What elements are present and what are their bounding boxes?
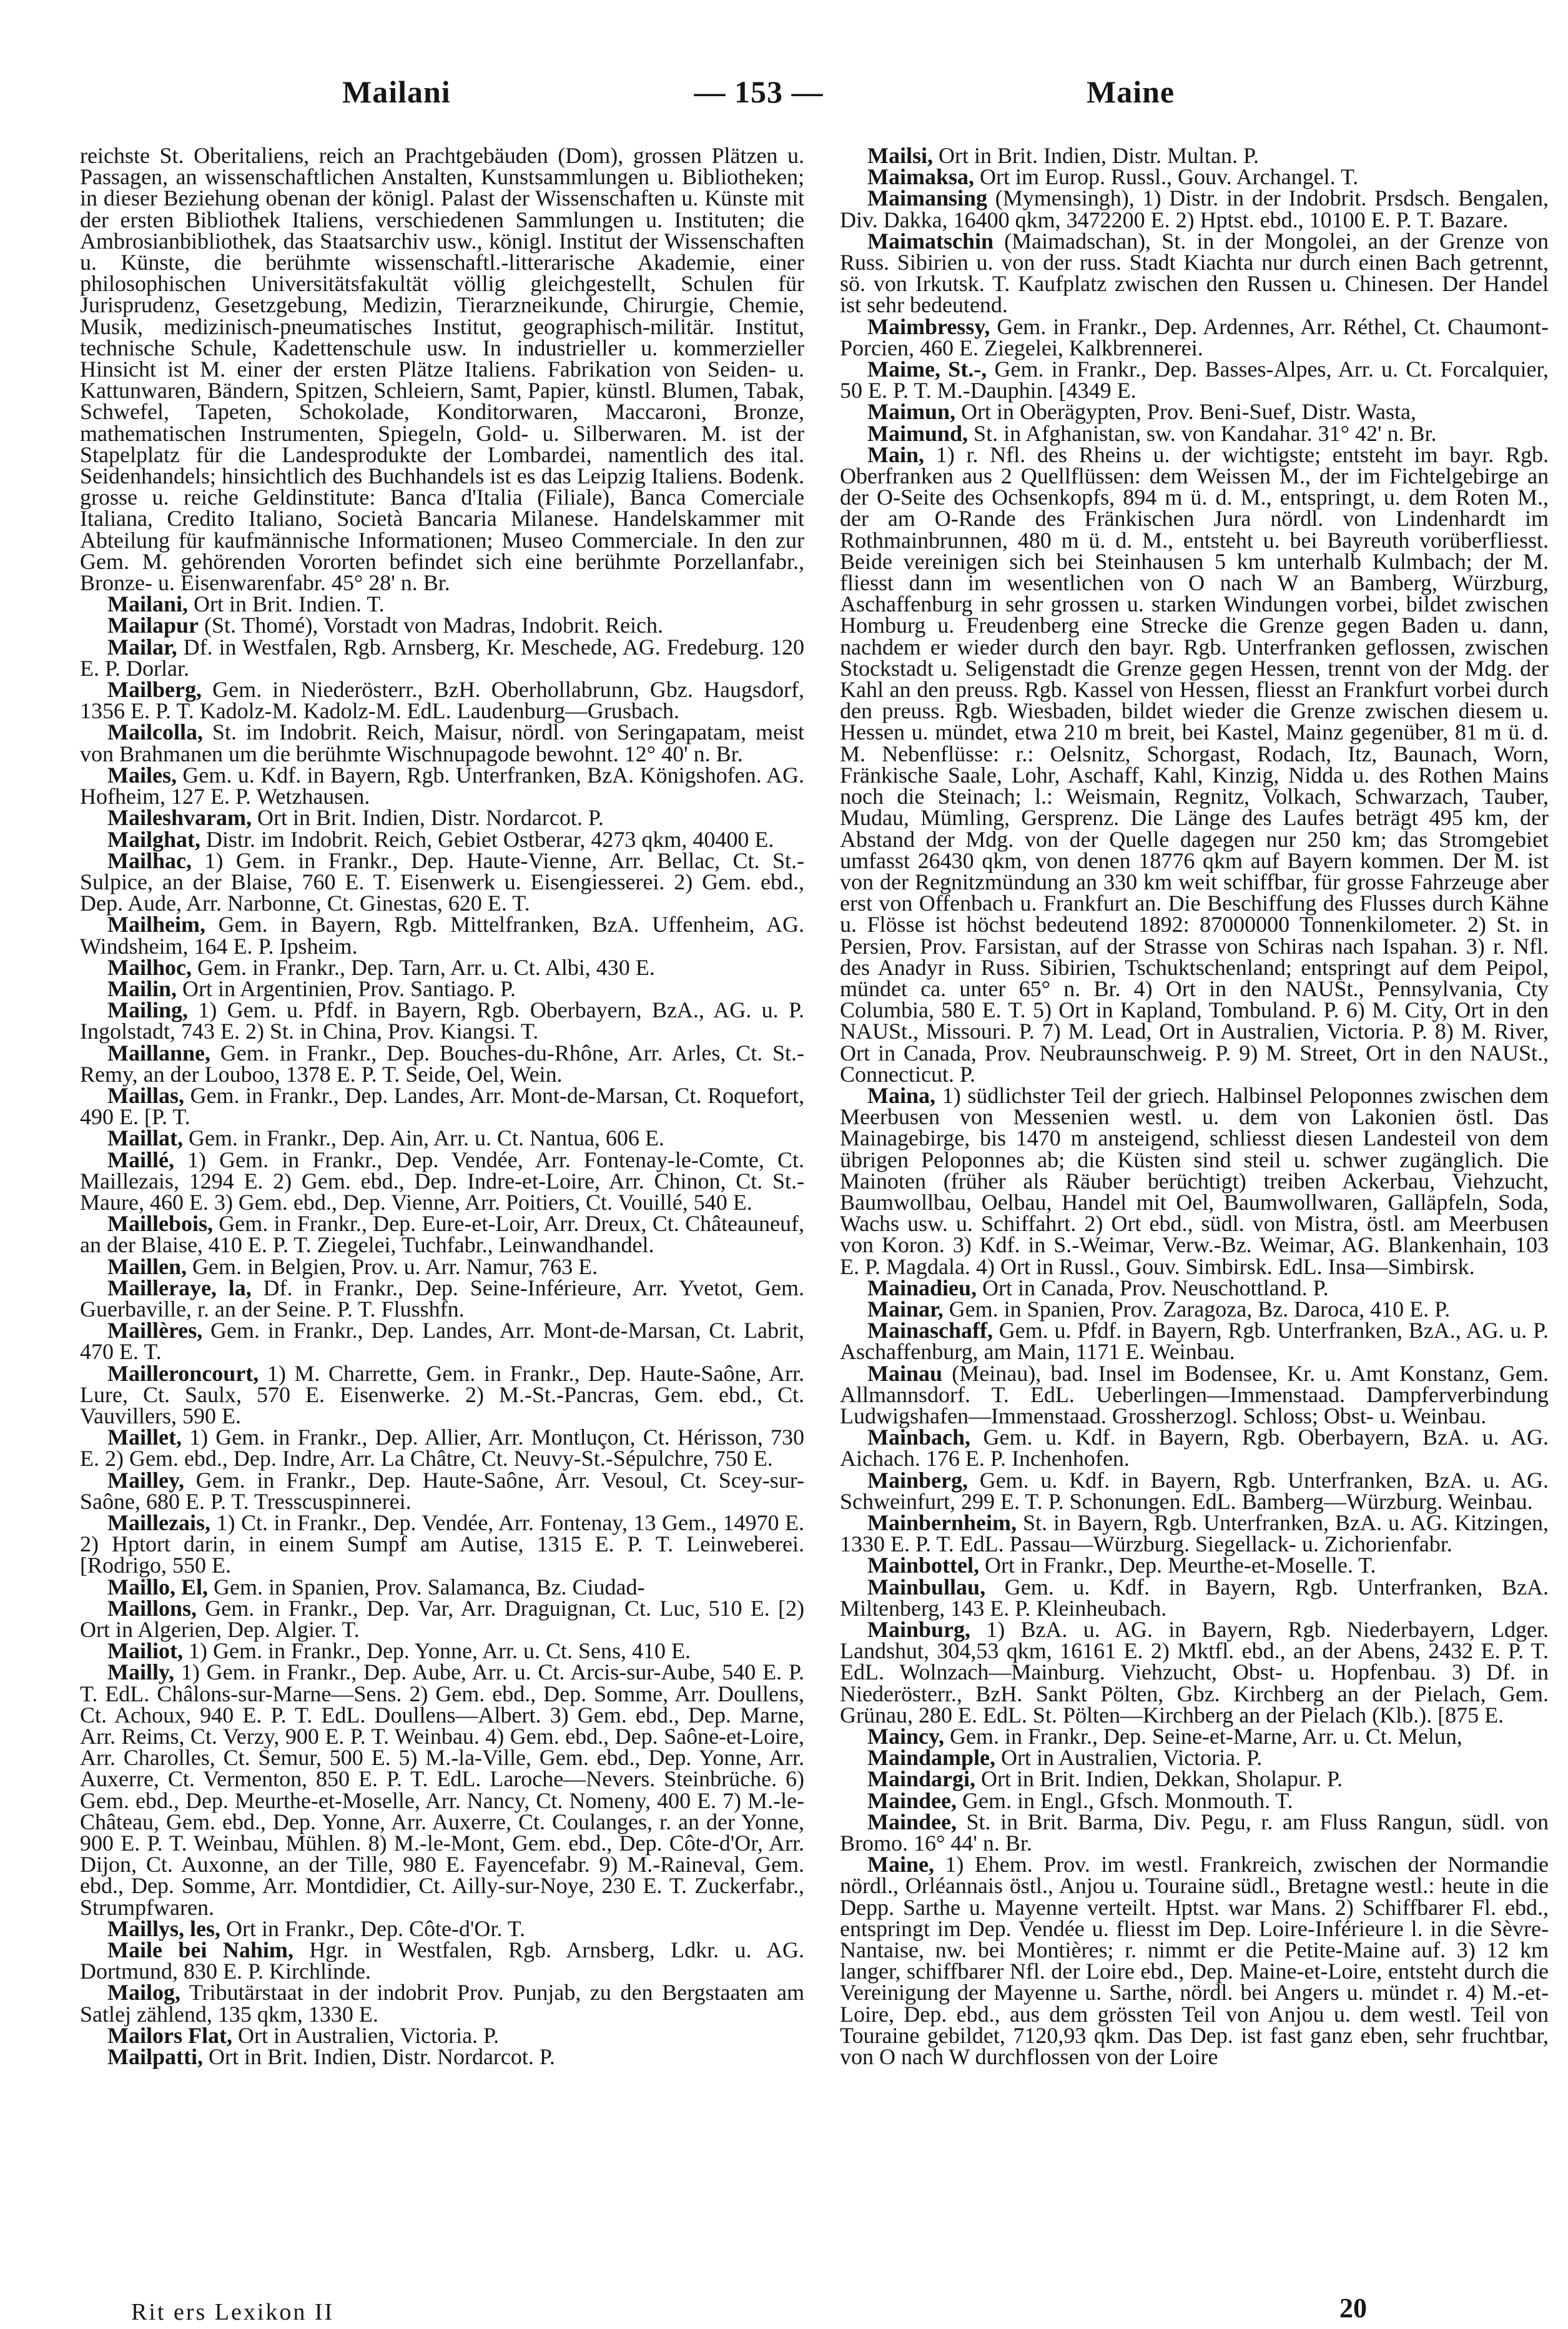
entry-headword: Mailleroncourt, <box>107 1360 259 1386</box>
dictionary-entry <box>80 2022 804 2048</box>
entry-text: Ort in Brit. Indien. T. <box>188 591 385 617</box>
entry-text: St. in Afghanistan, sw. von Kandahar. 31° 42' n. Br. <box>968 420 1437 446</box>
dictionary-entry <box>840 145 1549 166</box>
dictionary-entry <box>80 636 804 679</box>
entry-headword: Mailly, <box>107 1659 174 1685</box>
dictionary-entry <box>840 1811 1549 1854</box>
dictionary-entry <box>80 1638 804 1664</box>
dictionary-entry <box>80 1360 804 1428</box>
page-number: — 153 — <box>694 74 824 109</box>
entry-text: Tributärstaat in der indobrit Prov. Punjab, zu den Bergstaaten am Satlej zählend, 135 qkm, 1330 E. <box>80 1980 804 2027</box>
entry-text: Ort in Frankr., Dep. Meurthe-et-Moselle. T. <box>979 1553 1376 1578</box>
dictionary-entry <box>80 593 804 615</box>
entry-text: 1) Gem. in Frankr., Dep. Vendée, Arr. Fontenay-le-Comte, Ct. Maillezais, 1294 E. 2) Gem. ebd., Dep. Indre-et-Loire, Arr. Chinon, Ct. St.-Maure, 460 E. 3) Gem. ebd., Dep. Vienne, Arr. Poitiers, Ct. Vouillé, 540 E. <box>80 1147 804 1215</box>
dictionary-entry <box>840 1852 1549 2070</box>
entry-text: Gem. u. Pfdf. in Bayern, Rgb. Unterfranken, BzA., AG. u. P. Aschaffenburg, am Main, 1171 E. Weinbau. <box>840 1318 1549 1365</box>
entry-text: Gem. u. Kdf. in Bayern, Rgb. Oberbayern, BzA. u. AG. Aichach. 176 E. P. Inchenhofen. <box>840 1425 1549 1471</box>
entry-text: Ort in Argentinien, Prov. Santiago. P. <box>177 976 516 1001</box>
dictionary-entry <box>840 420 1549 446</box>
entry-text: Ort in Australien, Victoria. P. <box>995 1745 1263 1771</box>
dictionary-entry <box>80 721 804 764</box>
entry-text: Gem. in Frankr., Dep. Ain, Arr. u. Ct. Nantua, 606 E. <box>182 1125 664 1151</box>
entry-text: 1) r. Nfl. des Rheins u. der wichtigste; entsteht im bayr. Rgb. Oberfranken aus 2 Quellflüssen: dem Weissen M., der im Fichtelgebirge an der O-Seite des Ochsenkopfs, 894 m ü. d. M., entspringt, u. dem Roten M., der am O-Rande des Fränkischen Jura nördl. von Lindenhardt im Rothmainbrunnen, 480 m ü. d. M., entsteht u. bei Bayreuth vorüberfliesst. Beide vereinigen sich bei Steinhausen 5 km unterhalb Kulmbach; der M. fliesst dann im wesentlichen von O nach W an Bamberg, Würzburg, Aschaffenburg in sehr grossen u. starken Windungen vorbei, bildet zwischen Homburg u. Freudenberg eine Strecke die Grenze gegen Baden u. dann, nachdem er wieder durch den bayr. Rgb. Unterfranken geflossen, zwischen Stockstadt u. Seligenstadt die Grenze gegen Hessen, trennt von der Mdg. der Kahl an den preuss. Rgb. Kassel von Hessen, fliesst an Frankfurt vorbei durch den preuss. Rgb. Wiesbaden, bildet wieder die Grenze zwischen diesem u. Hessen u. mündet, etwa 210 m breit, bei Kastel, Mainz gegenüber, 81 m ü. d. M. Nebenflüsse: r.: Oelsnitz, Schorgast, Rodach, Itz, Baunach, Worn, Fränkische Saale, Lohr, Aschaff, Kahl, Kinzig, Nidda u. des Rothen Mains noch die Steinach; l.: Weismain, Regnitz, Volkach, Schwarzach, Tauber, Mudau, Mümling, Gersprenz. Die Länge des Laufes beträgt 495 km, der Abstand der Mdg. von der Quelle dagegen nur 250 km; das Stromgebiet umfasst 26430 qkm, von denen 18776 qkm auf Bayern kommen. Der M. ist von der Regnitzmündung an 330 km weit schiffbar, für grosse Fahrzeuge aber erst von Offenbach u. Frankfurt an. Die Beschiffung des Flusses durch Kähne u. Flösse ist höchst bedeutend 1892: 87000000 Tonnenkilometer. 2) St. in Persien, Prov. Farsistan, auf der Strasse von Schiras nach Ispahan. 3) r. Nfl. des Anadyr in Russ. Sibirien, Tschuktschenland; entspringt auf dem Peipol, mündet ca. unter 65° n. Br. 4) Ort in den NAUSt., Pennsylvania, Cty Columbia, 580 E. T. 5) Ort in Kapland, Tombuland. P. 6) M. City, Ort in den NAUSt., Missouri. P. 7) M. Lead, Ort in Australien, Victoria. P. 8) M. River, Ort in Canada, Prov. Neubraunschweig. P. 9) M. Street, Ort in den NAUSt., Connecticut. P. <box>840 442 1549 1087</box>
entry-headword: Mainberg, <box>867 1467 968 1493</box>
dictionary-entry <box>840 1790 1549 1811</box>
entry-headword: Mainbullau, <box>867 1574 986 1600</box>
entry-headword: Mainar, <box>867 1296 944 1322</box>
entry-headword: Maillas, <box>107 1082 184 1108</box>
entry-text: Gem. in Engl., Gfsch. Monmouth. T. <box>956 1788 1293 1813</box>
entry-text: Distr. im Indobrit. Reich, Gebiet Ostberar, 4273 qkm, 40400 E. <box>200 826 774 852</box>
entry-text: Ort in Oberägypten, Prov. Beni-Suef, Distr. Wasta, <box>955 399 1416 425</box>
entry-text: Gem. in Frankr., Dep. Eure-et-Loir, Arr. Dreux, Ct. Châteauneuf, an der Blaise, 410 E. P. T. Ziegelei, Tuchfabr., Leinwandhandel. <box>80 1211 804 1258</box>
entry-headword: Maillet, <box>107 1425 182 1450</box>
entry-text: 1) Gem. in Frankr., Dep. Haute-Vienne, Arr. Bellac, Ct. St.-Sulpice, an der Blaise, 760 E. T. Eisenwerk u. Eisengiesserei. 2) Gem. ebd., Dep. Aude, Arr. Narbonne, Ct. Ginestas, 620 E. T. <box>80 848 804 916</box>
running-head-left: Mailani <box>342 74 451 109</box>
dictionary-entry <box>80 1149 804 1214</box>
entry-text: 1) südlichster Teil der griech. Halbinsel Peloponnes zwischen dem Meerbusen von Messenien westl. u. dem von Lakonien östl. Das Mainagebirge, bis 1470 m ansteigend, schliesst diesen Landesteil von dem übrigen Peloponnes ab; die Küsten sind steil u. schwer zugänglich. Die Mainoten (früher als Räuber berüchtigt) treiben Ackerbau, Viehzucht, Baumwollbau, Oelbau, Handel mit Oel, Baumwollwaren, Galläpfeln, Soda, Wachs usw. u. Schiffahrt. 2) Ort ebd., südl. von Mistra, östl. am Meerbusen von Koron. 3) Kdf. in S.-Weimar, Verw.-Bz. Weimar, AG. Blankenhain, 103 E. P. Magdala. 4) Ort in Russl., Gouv. Simbirsk. EdL. Insa—Simbirsk. <box>840 1082 1549 1279</box>
entry-headword: Maimaksa, <box>867 164 974 190</box>
dictionary-entry <box>80 1918 804 1939</box>
dictionary-entry <box>80 805 804 831</box>
dictionary-entry <box>80 1211 804 1258</box>
entry-headword: Maillezais, <box>107 1510 210 1535</box>
entry-text: Df. in Frankr., Dep. Seine-Inférieure, Arr. Yvetot, Gem. Guerbaville, r. an der Seine. P. T. Flusshfn. <box>80 1275 804 1322</box>
entry-headword: Mailleraye, la, <box>107 1275 252 1300</box>
entry-headword: Maimund, <box>867 420 969 446</box>
entry-text: Gem. u. Kdf. in Bayern, Rgb. Unterfranken, BzA. Königshofen. AG. Hofheim, 127 E. P. Wetzhausen. <box>80 762 804 809</box>
entry-text: Ort in Frankr., Dep. Côte-d'Or. T. <box>220 1916 526 1941</box>
dictionary-entry <box>80 1127 804 1149</box>
dictionary-entry <box>80 1939 804 1982</box>
entry-text: Gem. u. Kdf. in Bayern, Rgb. Unterfranken, BzA. u. AG. Schweinfurt, 299 E. T. P. Schonungen. EdL. Bamberg—Würzburg. Weinbau. <box>840 1467 1549 1514</box>
dictionary-entry <box>80 145 804 596</box>
entry-text: Gem. in Frankr., Dep. Seine-et-Marne, Arr. u. Ct. Melun, <box>944 1724 1462 1749</box>
entry-headword: Maillat, <box>107 1125 183 1151</box>
entry-headword: Mainbach, <box>867 1425 971 1450</box>
entry-text: Ort im Europ. Russl., Gouv. Archangel. T. <box>974 164 1359 190</box>
entry-text: Gem. u. Kdf. in Bayern, Rgb. Unterfranken, BzA. Miltenberg, 143 E. P. Kleinheubach. <box>840 1574 1549 1621</box>
entry-text: 1) BzA. u. AG. in Bayern, Rgb. Niederbayern, Ldger. Landshut, 304,53 qkm, 16161 E. 2) Mktfl. ebd., an der Abens, 2432 E. P. T. EdL. Wolnzach—Mainburg. Viehzucht, Obst- u. Hopfenbau. 3) Df. in Niederösterr., BzH. Sankt Pölten, Gbz. Kirchberg an der Pielach, Gem. Grünau, 280 E. EdL. St. Pölten—Kirchberg an der Pielach (Klb.). [875 E. <box>840 1617 1549 1728</box>
entry-headword: Mailar, <box>107 634 177 660</box>
entry-headword: Main, <box>867 442 925 467</box>
entry-headword: Maindample, <box>867 1745 996 1771</box>
entry-headword: Maillen, <box>107 1254 187 1279</box>
dictionary-entry <box>840 1766 1549 1792</box>
entry-headword: Maindargi, <box>867 1766 976 1792</box>
entry-text: Gem. in Frankr., Dep. Var, Arr. Draguignan, Ct. Luc, 510 E. [2) Ort in Algerien, Dep. Algier. T. <box>80 1595 804 1643</box>
entry-text: Gem. in Frankr., Dep. Landes, Arr. Mont-de-Marsan, Ct. Labrit, 470 E. T. <box>80 1318 804 1365</box>
dictionary-entry <box>840 399 1549 425</box>
entry-headword: Maindee, <box>867 1809 957 1834</box>
entry-headword: Maime, St.-, <box>867 357 987 382</box>
footer-signature: Rit ers Lexikon II <box>131 2299 335 2325</box>
dictionary-entry <box>840 1427 1549 1469</box>
entry-headword: Maillebois, <box>107 1211 213 1237</box>
entry-text: 1) Gem. in Frankr., Dep. Aube, Arr. u. Ct. Arcis-sur-Aube, 540 E. P. T. EdL. Châlons-sur-Marne—Sens. 2) Gem. ebd., Dep. Somme, Arr. Doullens, Ct. Achoux, 940 E. P. T. EdL. Doullens—Albert. 3) Gem. ebd., Dep. Marne, Arr. Reims, Ct. Verzy, 900 E. P. T. Weinbau. 4) Gem. ebd., Dep. Saône-et-Loire, Arr. Charolles, Ct. Semur, 500 E. 5) M.-la-Ville, Gem. ebd., Dep. Yonne, Arr. Auxerre, Ct. Vermenton, 850 E. P. T. EdL. Laroche—Nevers. Steinbrüche. 6) Gem. ebd., Dep. Meurthe-et-Moselle, Arr. Nancy, Ct. Nomeny, 400 E. 7) M.-le-Château, Gem. ebd., Dep. Yonne, Arr. Auxerre, Ct. Coulanges, r. an der Yonne, 900 E. P. T. Weinbau, Mühlen. 8) M.-le-Mont, Gem. ebd., Dep. Côte-d'Or, Arr. Dijon, Ct. Auxonne, an der Tille, 980 E. Fayencefabr. 9) M.-Raineval, Gem. ebd., Dep. Somme, Arr. Montdidier, Ct. Ailly-sur-Noye, 230 E. T. Zuckerfabr., Strumpfwaren. <box>80 1659 804 1920</box>
dictionary-entry <box>80 1082 804 1130</box>
entry-headword: Maillères, <box>107 1318 203 1343</box>
entry-text: Ort in Australien, Victoria. P. <box>232 2022 500 2048</box>
entry-headword: Mainburg, <box>867 1617 971 1643</box>
entry-text: Df. in Westfalen, Rgb. Arnsberg, Kr. Meschede, AG. Fredeburg. 120 E. P. Dorlar. <box>80 634 804 681</box>
entry-headword: Maillys, les, <box>107 1916 220 1941</box>
entry-headword: Maillanne, <box>107 1040 211 1066</box>
entry-headword: Maillé, <box>107 1147 174 1172</box>
dictionary-entry <box>840 316 1549 358</box>
entry-headword: Mailin, <box>107 976 177 1001</box>
entry-headword: Mailani, <box>107 591 189 617</box>
entry-headword: Mailapur <box>107 613 199 638</box>
dictionary-entry <box>840 1082 1549 1279</box>
entry-headword: Mailsi, <box>867 145 933 168</box>
entry-text: Ort in Brit. Indien, Distr. Nordarcot. P. <box>251 805 604 831</box>
entry-headword: Mailpatti, <box>107 2044 203 2070</box>
entry-text: 1) Ehem. Prov. im westl. Frankreich, zwischen der Normandie nördl., Orléannais östl., Anjou u. Touraine südl., Bretagne westl.: heute in die Depp. Sarthe u. Mayenne verteilt. Hptst. war Mans. 2) Schiffbarer Fl. ebd., entspringt im Dep. Vendée u. fliesst im Dep. Loire-Inférieure l. in die Sèvre-Nantaise, nw. bei Montières; r. nimmt er die Petite-Maine auf. 3) 12 km langer, schiffbarer Nfl. der Loire ebd., Dep. Maine-et-Loire, entsteht durch die Vereinigung der Mayenne u. Sarthe, nördl. bei Angers u. mündet r. 4) M.-et-Loire, Dep. ebd., aus dem grössten Teil von Anjou u. dem westl. Teil von Touraine gebildet, 7120,93 qkm. Das Dep. ist fast ganz eben, sehr fruchtbar, von O nach W durchflossen von der Loire <box>840 1852 1549 2070</box>
entry-text: Gem. in Frankr., Dep. Landes, Arr. Mont-de-Marsan, Ct. Roquefort, 490 E. [P. T. <box>80 1082 804 1130</box>
entry-headword: Maine, <box>867 1852 934 1877</box>
entry-headword: Mainbernheim, <box>867 1510 1017 1535</box>
dictionary-entry <box>840 1745 1549 1771</box>
entry-headword: Mainaschaff, <box>867 1318 993 1343</box>
dictionary-entry <box>80 826 804 852</box>
footer-sheet-number: 20 <box>1339 2293 1367 2323</box>
entry-text: Gem. in Belgien, Prov. u. Arr. Namur, 763 E. <box>186 1254 598 1279</box>
entry-text: Gem. in Frankr., Dep. Haute-Saône, Arr. Vesoul, Ct. Scey-sur-Saône, 680 E. P. T. Tresscuspinnerei. <box>80 1467 804 1514</box>
dictionary-entry <box>840 1277 1549 1298</box>
dictionary-entry <box>840 164 1549 190</box>
entry-headword: Mailog, <box>107 1980 180 2005</box>
dictionary-entry <box>840 1512 1549 1555</box>
dictionary-entry <box>80 1512 804 1576</box>
entry-text: 1) Ct. in Frankr., Dep. Vendée, Arr. Fontenay, 13 Gem., 14970 E. 2) Hptort darin, in einem Sumpf am Autise, 1315 E. P. T. Leinweberei. [Rodrigo, 550 E. <box>80 1510 804 1578</box>
dictionary-entry <box>80 764 804 807</box>
entry-headword: Mailhac, <box>107 848 192 873</box>
dictionary-entry <box>80 1595 804 1643</box>
entry-headword: Maindee, <box>867 1788 957 1813</box>
running-head-right: Maine <box>1087 74 1175 109</box>
entry-headword: Mailes, <box>107 762 177 788</box>
entry-headword: Maimbressy, <box>867 314 990 339</box>
dictionary-entry <box>80 999 804 1042</box>
entry-headword: Mailberg, <box>107 677 202 703</box>
entry-text: St. in Bayern, Rgb. Unterfranken, BzA. u. AG. Kitzingen, 1330 E. P. T. EdL. Passau—Würzburg. Siegellack- u. Zichorienfabr. <box>840 1510 1549 1557</box>
dictionary-entry <box>80 1042 804 1085</box>
dictionary-entry <box>840 1318 1549 1365</box>
entry-text: Gem. in Spanien, Prov. Zaragoza, Bz. Daroca, 410 E. P. <box>943 1296 1451 1322</box>
entry-text: 1) Gem. u. Pfdf. in Bayern, Rgb. Oberbayern, BzA., AG. u. P. Ingolstadt, 743 E. 2) St. in China, Prov. Kiangsi. T. <box>80 997 804 1044</box>
entry-headword: Maincy, <box>867 1724 944 1749</box>
entry-headword: Maile bei Nahim, <box>107 1937 293 1963</box>
dictionary-entry <box>840 230 1549 316</box>
entry-headword: Mailheim, <box>107 912 205 937</box>
dictionary-entry <box>840 1555 1549 1576</box>
entry-text: reichste St. Oberitaliens, reich an Prachtgebäuden (Dom), grossen Plätzen u. Passagen, an wissenschaftlichen Anstalten, Kunstsammlungen u. Bibliotheken; in dieser Beziehung obenan der königl. Palast der Wissenschaften u. Künste mit der ersten Bibliothek Italiens, verschiedenen Sammlungen u. Instituten; die Ambrosianbibliothek, das Staatsarchiv usw., königl. Institut der Wissenschaften u. Künste, die berühmte wissenschaftl.-litterarische Akademie, einer philosophischen Universitätsfakultät völlig gleichgestellt, Schulen für Jurisprudenz, Gesetzgebung, Medizin, Tierarzneikunde, Chirurgie, Chemie, Musik, medizinisch-pneumatisches Institut, geographisch-militär. Institut, technische Schule, Kadettenschule usw. In industrieller u. kommerzieller Hinsicht ist M. einer der ersten Plätze Italiens. Fabrikation von Seiden- u. Kattunwaren, Bändern, Spitzen, Schleiern, Samt, Papier, künstl. Blumen, Tabak, Schwefel, Tapeten, Schokolade, Konditorwaren, Maccaroni, Bronze, mathematischen Instrumenten, Spiegeln, Gold- u. Silberwaren. M. ist der Stapelplatz für die Landesprodukte der Lombardei, namentlich des ital. Seidenhandels; hinsichtlich des Buchhandels ist es das Leipzig Italiens. Bodenk. grosse u. reiche Geldinstitute: Banca d'Italia (Filiale), Banca Comerciale Italiana, Credito Italiano, Società Bancaria Milanese. Handelskammer mit Abteilung für kaufmännische Informationen; Museo Commerciale. In den zur Gem. M. gehörenden Vororten befindet sich eine berühmte Porzellanfabr., Bronze- u. Eisenwarenfabr. 45° 28' n. Br. <box>80 145 804 596</box>
entry-text: Ort in Canada, Prov. Neuschottland. P. <box>977 1275 1329 1300</box>
entry-text: Gem. in Frankr., Dep. Basses-Alpes, Arr. u. Ct. Forcalquier, 50 E. P. T. M.-Dauphin. [4349 E. <box>840 357 1549 403</box>
dictionary-entry <box>80 1576 804 1598</box>
entry-text: St. in Brit. Barma, Div. Pegu, r. am Fluss Rangun, südl. von Bromo. 16° 44' n. Br. <box>840 1809 1549 1856</box>
entry-text: Hgr. in Westfalen, Rgb. Arnsberg, Ldkr. u. AG. Dortmund, 830 E. P. Kirchlinde. <box>80 1937 804 1984</box>
entry-headword: Mainbottel, <box>867 1553 979 1578</box>
entry-headword: Mailiot, <box>107 1638 183 1664</box>
dictionary-entry <box>80 677 804 724</box>
entry-text: Gem. in Frankr., Dep. Tarn, Arr. u. Ct. Albi, 430 E. <box>191 954 655 980</box>
entry-headword: Mailcolla, <box>107 719 203 745</box>
entry-text: (Mymensingh), 1) Distr. in der Indobrit. Prsdsch. Bengalen, Div. Dakka, 16400 qkm, 3472200 E. 2) Hptst. ebd., 10100 E. P. T. Bazare. <box>840 185 1549 232</box>
right-column <box>840 145 1549 2300</box>
dictionary-entry <box>840 444 1549 1085</box>
dictionary-entry <box>80 954 804 980</box>
dictionary-entry <box>840 1576 1549 1619</box>
dictionary-entry <box>80 1467 804 1514</box>
dictionary-entry <box>80 1980 804 2027</box>
entry-headword: Mailors Flat, <box>107 2022 232 2048</box>
dictionary-entry <box>80 978 804 999</box>
entry-text: Ort in Brit. Indien, Distr. Multan. P. <box>933 145 1259 168</box>
dictionary-entry <box>80 1659 804 1920</box>
entry-headword: Mailley, <box>107 1467 184 1493</box>
dictionary-entry <box>80 615 804 636</box>
entry-headword: Maina, <box>867 1082 936 1108</box>
entry-text: (Meinau), bad. Insel im Bodensee, Kr. u. Amt Konstanz, Gem. Allmannsdorf. T. EdL. Ueberlingen—Immenstaad. Dampferverbindung Ludwigshafen—Immenstaad. Grossherzogl. Schloss; Obst- u. Weinbau. <box>840 1360 1549 1428</box>
entry-text: (St. Thomé), Vorstadt von Madras, Indobrit. Reich. <box>199 613 663 638</box>
entry-text: Gem. in Spanien, Prov. Salamanca, Bz. Ciudad- <box>208 1574 645 1600</box>
entry-text: Gem. in Frankr., Dep. Ardennes, Arr. Réthel, Ct. Chaumont-Porcien, 460 E. Ziegelei, Kalkbrennerei. <box>840 314 1549 360</box>
dictionary-entry <box>840 187 1549 230</box>
entry-headword: Mailing, <box>107 997 189 1023</box>
entry-text: (Maimadschan), St. in der Mongolei, an der Grenze von Russ. Sibirien u. von der russ. Stadt Kiachta nur durch einen Bach getrennt, sö. von Irkutsk. T. Kaufplatz zwischen den Russen u. Chinesen. Der Handel ist sehr bedeutend. <box>840 228 1549 318</box>
entry-text: Ort in Brit. Indien, Dekkan, Sholapur. P. <box>975 1766 1343 1792</box>
entry-headword: Maillo, El, <box>107 1574 208 1600</box>
dictionary-entry <box>840 1619 1549 1726</box>
entry-text: Gem. in Bayern, Rgb. Mittelfranken, BzA. Uffenheim, AG. Windsheim, 164 E. P. Ipsheim. <box>80 912 804 959</box>
dictionary-entry <box>80 2044 804 2070</box>
dictionary-entry <box>80 1427 804 1469</box>
dictionary-entry <box>80 1277 804 1320</box>
dictionary-entry <box>840 1467 1549 1514</box>
entry-text: 1) M. Charrette, Gem. in Frankr., Dep. Haute-Saône, Arr. Lure, Ct. Saulx, 570 E. Eisenwerke. 2) M.-St.-Pancras, Gem. ebd., Ct. Vauvillers, 590 E. <box>80 1360 804 1428</box>
entry-text: 1) Gem. in Frankr., Dep. Yonne, Arr. u. Ct. Sens, 410 E. <box>182 1638 691 1664</box>
entry-headword: Maimansing <box>867 185 988 211</box>
dictionary-entry <box>840 358 1549 401</box>
entry-headword: Maillons, <box>107 1595 197 1621</box>
dictionary-entry <box>80 1318 804 1365</box>
entry-headword: Maimun, <box>867 399 956 425</box>
dictionary-entry <box>840 1298 1549 1320</box>
dictionary-entry <box>80 850 804 914</box>
entry-text: Gem. in Niederösterr., BzH. Oberhollabrunn, Gbz. Haugsdorf, 1356 E. P. T. Kadolz-M. Kadolz-M. EdL. Laudenburg—Grusbach. <box>80 677 804 724</box>
entry-text: Ort in Brit. Indien, Distr. Nordarcot. P. <box>202 2044 555 2070</box>
entry-headword: Maileshvaram, <box>107 805 252 831</box>
dictionary-entry <box>80 912 804 959</box>
entry-headword: Mailghat, <box>107 826 200 852</box>
entry-headword: Mainau <box>867 1360 943 1386</box>
entry-headword: Mailhoc, <box>107 954 192 980</box>
dictionary-entry <box>840 1726 1549 1747</box>
entry-text: Gem. in Frankr., Dep. Bouches-du-Rhône, Arr. Arles, Ct. St.-Remy, an der Louboo, 1378 E. P. T. Seide, Oel, Wein. <box>80 1040 804 1087</box>
entry-headword: Mainadieu, <box>867 1275 977 1300</box>
dictionary-entry <box>840 1360 1549 1428</box>
left-column <box>80 145 804 2300</box>
entry-text: St. im Indobrit. Reich, Maisur, nördl. von Seringapatam, meist von Brahmanen um die berühmte Wischnupagode bewohnt. 12° 40' n. Br. <box>80 719 804 766</box>
dictionary-entry <box>80 1256 804 1277</box>
entry-text: 1) Gem. in Frankr., Dep. Allier, Arr. Montluçon, Ct. Hérisson, 730 E. 2) Gem. ebd., Dep. Indre, Arr. La Châtre, Ct. Neuvy-St.-Sépulchre, 750 E. <box>80 1425 804 1471</box>
entry-headword: Maimatschin <box>867 228 994 254</box>
